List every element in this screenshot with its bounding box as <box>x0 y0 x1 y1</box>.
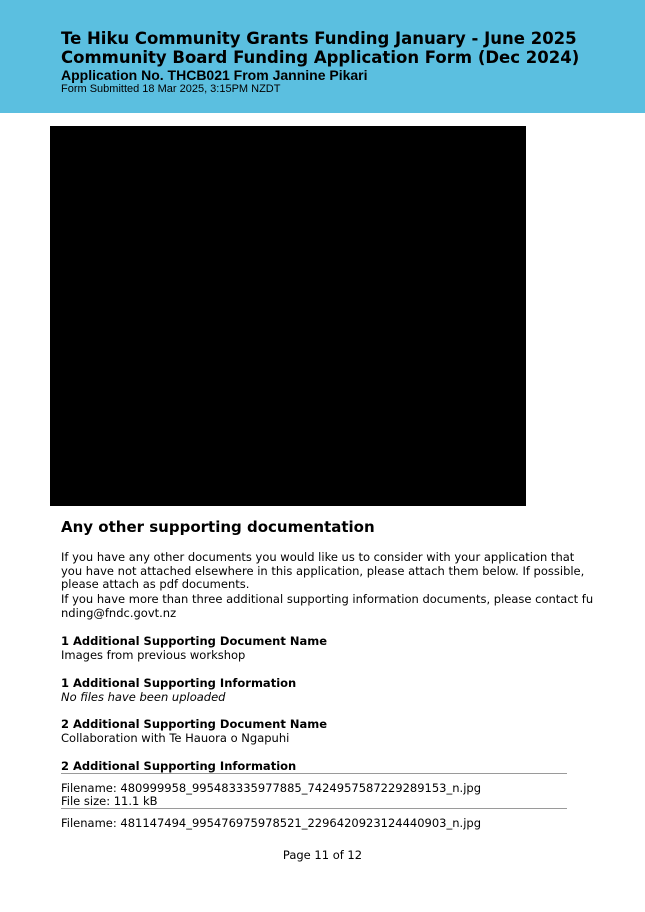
form-title-line2: Community Board Funding Application Form (Dec 2024) <box>61 48 580 67</box>
doc1-info-label: 1 Additional Supporting Information <box>61 676 297 690</box>
submission-date: Form Submitted 18 Mar 2025, 3:15PM NZDT <box>61 83 281 95</box>
divider <box>61 773 567 774</box>
instructions-line: you have not attached elsewhere in this application, please attach them below. If possible, <box>61 563 585 578</box>
attached-image <box>50 126 526 506</box>
doc2-info-label: 2 Additional Supporting Information <box>61 759 297 773</box>
page-number: Page 11 of 12 <box>282 848 363 862</box>
contact-paragraph <box>61 592 594 620</box>
doc2-name-value: Collaboration with Te Hauora o Ngapuhi <box>61 731 290 745</box>
instructions-line: please attach as pdf documents. <box>61 577 250 591</box>
instructions-paragraph <box>61 550 585 592</box>
file1-filename: Filename: 480999958_995483335977885_7424957587229289153_n.jpg <box>61 781 481 795</box>
file1-filesize: File size: 11.1 kB <box>61 794 158 808</box>
contact-line: nding@fndc.govt.nz <box>61 605 177 620</box>
form-title-line1: Te Hiku Community Grants Funding January - June 2025 <box>61 29 577 48</box>
doc1-info-value: No files have been uploaded <box>61 690 226 704</box>
instructions-line: If you have any other documents you would like us to consider with your application that <box>61 550 575 564</box>
file2-filename: Filename: 481147494_995476975978521_2296420923124440903_n.jpg <box>61 816 481 830</box>
divider <box>61 808 567 809</box>
contact-line: If you have more than three additional supporting information documents, please contact fu <box>61 592 594 606</box>
doc1-name-value: Images from previous workshop <box>61 648 246 662</box>
doc1-name-label: 1 Additional Supporting Document Name <box>61 634 327 648</box>
header-banner <box>0 0 645 113</box>
doc2-name-label: 2 Additional Supporting Document Name <box>61 717 327 731</box>
application-number: Application No. THCB021 From Jannine Pikari <box>61 67 368 83</box>
section-title: Any other supporting documentation <box>61 518 375 536</box>
